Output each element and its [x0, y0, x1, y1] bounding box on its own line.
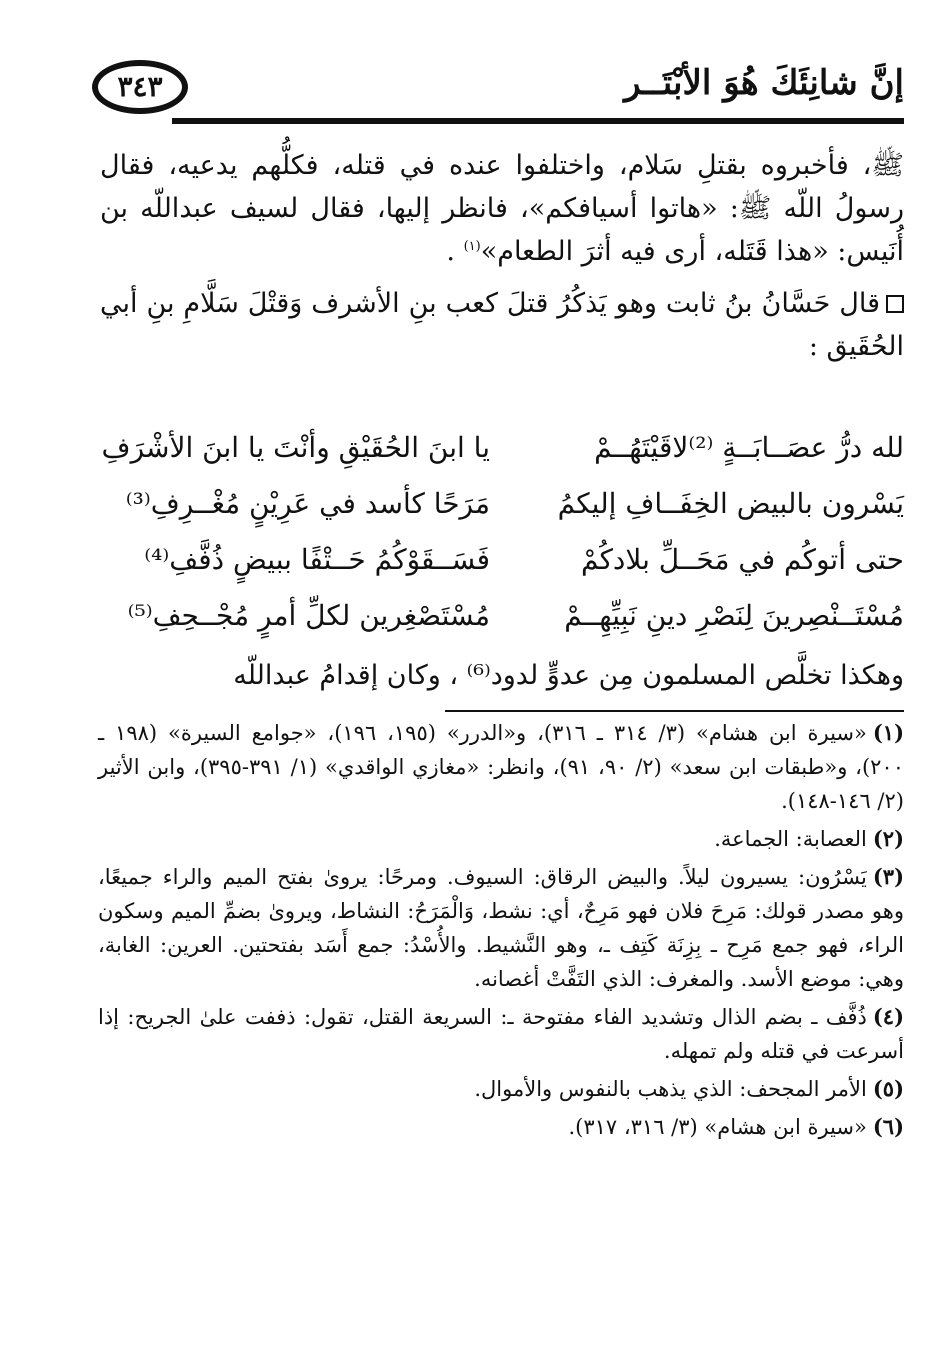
- poem-verse: [100, 588, 904, 644]
- footnote-text: «سيرة ابن هشام» (٣/ ٣١٦، ٣١٧).: [568, 1115, 867, 1139]
- footnote-number: (٣): [872, 864, 904, 889]
- footnote-number: (١): [872, 720, 905, 745]
- footnote: [98, 860, 904, 996]
- poem-verse: [100, 476, 904, 532]
- footnote-ref-1: (١): [463, 239, 481, 255]
- footnote-rule: [445, 710, 904, 712]
- verse-second-hemistich: مَرَحًا كأسد في عَرِيْنٍ مُغْــرِفِ⁽³⁾: [125, 487, 490, 520]
- verse-first-hemistich: حتى أتوكُم في مَحَــلِّ بلادكُمْ: [580, 543, 904, 576]
- page-number: ٣٤٣: [92, 60, 188, 114]
- poem-verse: [100, 532, 904, 588]
- footnote-number: (٤): [872, 1004, 904, 1029]
- footnote: [98, 716, 904, 818]
- poem-verse: [100, 420, 904, 476]
- verse-second-hemistich: يا ابنَ الحُقَيْقِ وأنْتَ يا ابنَ الأشْرَفِ: [101, 431, 490, 464]
- footnote-number: (٥): [872, 1076, 904, 1101]
- main-text: [100, 144, 904, 368]
- running-title: إنَّ شانِئَكَ هُوَ الأبْتَــر: [624, 63, 904, 103]
- verse-first-hemistich: يَسْرون بالبيض الخِفَــافِ إليكمُ: [557, 487, 904, 520]
- verse-first-hemistich: مُسْتَــنْصِرينَ لِنَصْرِ دينِ نَبِيِّهِــمْ: [564, 599, 904, 632]
- footnote-text: العصابة: الجماعة.: [714, 827, 867, 851]
- page-header: [92, 58, 904, 130]
- footnote-number: (٦): [872, 1114, 904, 1139]
- poem: [100, 420, 904, 644]
- header-rule: [172, 118, 904, 124]
- paragraph-2-text: قال حَسَّانُ بنُ ثابت وهو يَذكُرُ قتلَ كعب بنِ الأشرف وَقتْلَ سَلَّامِ بنِ أبي الحُقَيق :: [100, 287, 904, 362]
- closing-line: وهكذا تخلَّص المسلمون مِن عدوٍّ لدود⁽⁶⁾ ، وكان إقدامُ عبداللّه: [233, 660, 904, 691]
- footnote-text: يَسْرُون: يسيرون ليلاً. والبيض الرقاق: السيوف. ومرحًا: يروىٰ بفتح الميم والراء جميعًا، وهو مصدر قولك: مَرِحَ فلان فهو مَرِحٌ، أي: نشط، وَالْمَرَحُ: النشاط، ويروىٰ بضمِّ الميم وسكون الراء، فهو جمع مَرِح ـ بِزِنَة كَتِف ـ، وهو النَّشيط. والأُسْدُ: جمع أَسَد بفتحتين. العرين: الغابة، وهي: موضع الأسد. والمغرف: الذي التَفَّتْ أغصانه.: [98, 865, 904, 991]
- verse-first-hemistich: لله درُّ عصَــابَــةٍ ⁽²⁾لاقَيْتَهُــمْ: [594, 431, 904, 464]
- footnote-text: «سيرة ابن هشام» (٣/ ٣١٤ ـ ٣١٦)، و«الدرر» (١٩٥، ١٩٦)، «جوامع السيرة» (١٩٨ ـ ٢٠٠)، و«طبقات ابن سعد» (٢/ ٩٠، ٩١)، وانظر: «مغازي الواقدي» (١/ ٣٩١-٣٩٥)، وابن الأثير (٢/ ١٤٦-١٤٨).: [98, 721, 904, 813]
- footnote-text: الأمر المجحف: الذي يذهب بالنفوس والأموال.: [474, 1077, 867, 1101]
- paragraph-1: [100, 144, 904, 274]
- footnote: [98, 1072, 904, 1106]
- paragraph-1-end: .: [446, 236, 464, 268]
- paragraph-2: [100, 282, 904, 368]
- verse-second-hemistich: فَسَــقَوْكُمُ حَــتْفًا ببيضٍ ذُفَّفِ⁽⁴⁾: [144, 543, 490, 576]
- footnote: [98, 1110, 904, 1144]
- footnote-number: (٢): [872, 826, 904, 851]
- paragraph-1-text: ﷺ، فأخبروه بقتلِ سَلام، واختلفوا عنده في قتله، فكلُّهم يدعيه، فقال رسولُ اللّه ﷺ: «هاتوا أسيافكم»، فانظر إليها، فقال لسيف عبداللّه بن أُنَيس: «هذا قَتَله، أرى فيه أثرَ الطعام»: [100, 150, 904, 268]
- footnotes: [98, 716, 904, 1148]
- footnote: [98, 1000, 904, 1068]
- footnote: [98, 822, 904, 856]
- verse-second-hemistich: مُسْتَصْغِرين لكلِّ أمرٍ مُجْــحِفِ⁽⁵⁾: [127, 599, 490, 632]
- square-bullet-icon: [886, 295, 904, 313]
- footnote-text: ذُفَّف ـ بضم الذال وتشديد الفاء مفتوحة ـ: السريعة القتل، تقول: ذففت علىٰ الجريح: إذا أسرعت في قتله ولم تمهله.: [98, 1005, 904, 1063]
